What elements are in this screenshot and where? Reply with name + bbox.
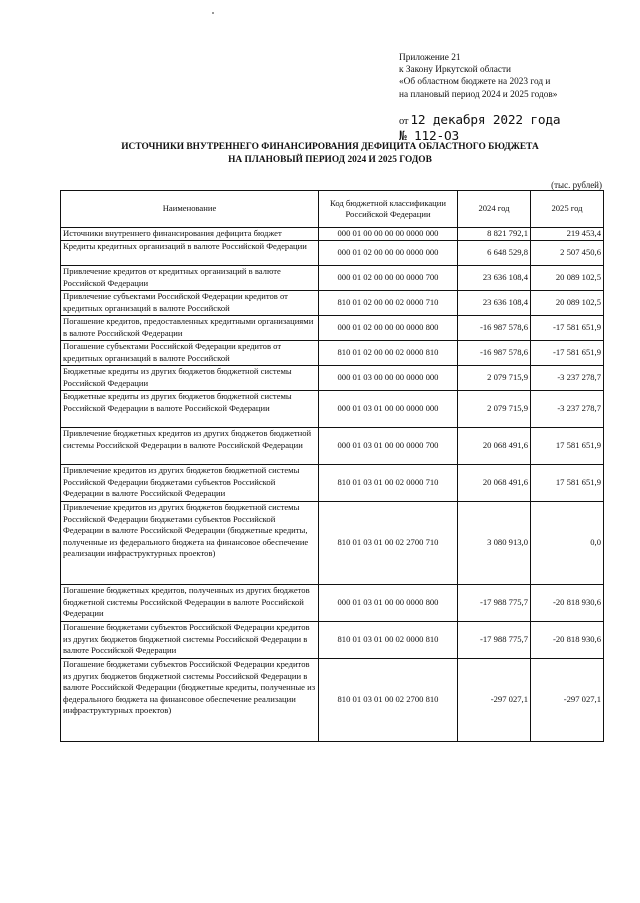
row-2025: -3 237 278,7 [531, 391, 604, 428]
row-name: Кредиты кредитных организаций в валюте Российской Федерации [61, 241, 319, 266]
row-name: Бюджетные кредиты из других бюджетов бюджетной системы Российской Федерации [61, 366, 319, 391]
stamp-prefix: от [399, 116, 409, 127]
row-2024: 20 068 491,6 [458, 428, 531, 465]
row-name: Погашение бюджетами субъектов Российской Федерации кредитов из других бюджетов бюджетной системы Российской Федерации в валюте Российской Федерации [61, 622, 319, 659]
table-row [61, 228, 604, 241]
row-2024: 6 648 529,8 [458, 241, 531, 266]
row-code: 000 01 03 01 00 00 0000 800 [319, 585, 458, 622]
annex-law: к Закону Иркутской области [399, 65, 512, 76]
row-2025: 20 089 102,5 [531, 291, 604, 316]
title-line-1: ИСТОЧНИКИ ВНУТРЕННЕГО ФИНАНСИРОВАНИЯ ДЕФИЦИТА ОБЛАСТНОГО БЮДЖЕТА [121, 142, 539, 152]
row-2025: 17 581 651,9 [531, 428, 604, 465]
annex-law-title-1: «Об областном бюджете на 2023 год и [399, 77, 551, 88]
header-name: Наименование [61, 191, 319, 228]
header-2024: 2024 год [458, 191, 531, 228]
row-code: 810 01 03 01 00 02 0000 710 [319, 465, 458, 502]
row-name: Источники внутреннего финансирования дефицита бюджет [61, 228, 319, 241]
row-2025: 20 089 102,5 [531, 266, 604, 291]
row-name: Погашение бюджетами субъектов Российской Федерации кредитов из других бюджетов бюджетной системы Российской Федерации в валюте Российской Федерации (бюджетные кредиты, полученные из федерального бюджета на финансовое обеспечение реализации инфраструктурных проектов) [61, 659, 319, 742]
document-title [60, 141, 600, 166]
table-header-row [61, 191, 604, 228]
row-2024: -297 027,1 [458, 659, 531, 742]
row-2024: -16 987 578,6 [458, 341, 531, 366]
row-2025: -3 237 278,7 [531, 366, 604, 391]
stamp-number: № 112-ОЗ [399, 128, 460, 144]
row-2025: 0,0 [531, 502, 604, 585]
row-name: Погашение бюджетных кредитов, полученных из других бюджетов бюджетной системы Российской Федерации в валюте Российской Федерации [61, 585, 319, 622]
row-2025: -297 027,1 [531, 659, 604, 742]
row-2025: -20 818 930,6 [531, 622, 604, 659]
row-code: 810 01 03 01 00 02 2700 810 [319, 659, 458, 742]
row-code: 000 01 00 00 00 00 0000 000 [319, 228, 458, 241]
table-row [61, 366, 604, 391]
row-2025: -17 581 651,9 [531, 316, 604, 341]
row-2025: -20 818 930,6 [531, 585, 604, 622]
row-name: Погашение кредитов, предоставленных кредитными организациями в валюте Российской Федерации [61, 316, 319, 341]
row-code: 000 01 02 00 00 00 0000 700 [319, 266, 458, 291]
header-code: Код бюджетной классификации Российской Федерации [319, 191, 458, 228]
row-2025: -17 581 651,9 [531, 341, 604, 366]
row-code: 810 01 02 00 00 02 0000 710 [319, 291, 458, 316]
table-row [61, 585, 604, 622]
row-2024: 3 080 913,0 [458, 502, 531, 585]
table-row [61, 266, 604, 291]
unit-label: (тыс. рублей) [551, 180, 602, 190]
table-row [61, 391, 604, 428]
row-2024: 8 821 792,1 [458, 228, 531, 241]
title-line-2: НА ПЛАНОВЫЙ ПЕРИОД 2024 И 2025 ГОДОВ [228, 154, 432, 165]
row-name: Привлечение кредитов из других бюджетов бюджетной системы Российской Федерации бюджетами субъектов Российской Федерации в валюте Российской Федерации (бюджетные кредиты, полученные из федерального бюджета на финансовое обеспечение реализации инфраструктурных проектов) [61, 502, 319, 585]
row-code: 000 01 03 01 00 00 0000 700 [319, 428, 458, 465]
annex-law-title-2: на плановый период 2024 и 2025 годов» [399, 89, 558, 100]
table-row [61, 428, 604, 465]
row-2024: 23 636 108,4 [458, 291, 531, 316]
row-name: Бюджетные кредиты из других бюджетов бюджетной системы Российской Федерации в валюте Российской Федерации [61, 391, 319, 428]
row-name: Погашение субъектами Российской Федерации кредитов от кредитных организаций в валюте Российской [61, 341, 319, 366]
header-2025: 2025 год [531, 191, 604, 228]
scan-speck [212, 12, 214, 14]
row-code: 810 01 03 01 00 02 0000 810 [319, 622, 458, 659]
row-code: 000 01 02 00 00 00 0000 000 [319, 241, 458, 266]
row-2024: 23 636 108,4 [458, 266, 531, 291]
law-date-stamp [399, 114, 639, 144]
row-code: 000 01 03 00 00 00 0000 000 [319, 366, 458, 391]
row-code: 810 01 02 00 00 02 0000 810 [319, 341, 458, 366]
row-2024: 2 079 715,9 [458, 366, 531, 391]
annex-block [399, 52, 629, 101]
row-2024: 20 068 491,6 [458, 465, 531, 502]
row-2025: 17 581 651,9 [531, 465, 604, 502]
stamp-date: 12 декабря 2022 года [410, 113, 561, 128]
row-name: Привлечение кредитов от кредитных организаций в валюте Российской Федерации [61, 266, 319, 291]
table-row [61, 291, 604, 316]
row-2025: 2 507 450,6 [531, 241, 604, 266]
row-code: 810 01 03 01 00 02 2700 710 [319, 502, 458, 585]
table-row [61, 659, 604, 742]
table-row [61, 465, 604, 502]
table-row [61, 502, 604, 585]
row-name: Привлечение кредитов из других бюджетов бюджетной системы Российской Федерации бюджетами субъектов Российской Федерации в валюте Российской Федерации [61, 465, 319, 502]
row-2024: -16 987 578,6 [458, 316, 531, 341]
table-row [61, 241, 604, 266]
row-code: 000 01 02 00 00 00 0000 800 [319, 316, 458, 341]
row-2024: -17 988 775,7 [458, 585, 531, 622]
table-row [61, 316, 604, 341]
annex-number: Приложение 21 [399, 53, 461, 63]
row-2025: 219 453,4 [531, 228, 604, 241]
table-row [61, 341, 604, 366]
financing-table [60, 190, 604, 742]
table-row [61, 622, 604, 659]
row-name: Привлечение бюджетных кредитов из других бюджетов бюджетной системы Российской Федерации в валюте Российской Федерации [61, 428, 319, 465]
row-name: Привлечение субъектами Российской Федерации кредитов от кредитных организаций в валюте Российской [61, 291, 319, 316]
row-2024: -17 988 775,7 [458, 622, 531, 659]
row-2024: 2 079 715,9 [458, 391, 531, 428]
row-code: 000 01 03 01 00 00 0000 000 [319, 391, 458, 428]
